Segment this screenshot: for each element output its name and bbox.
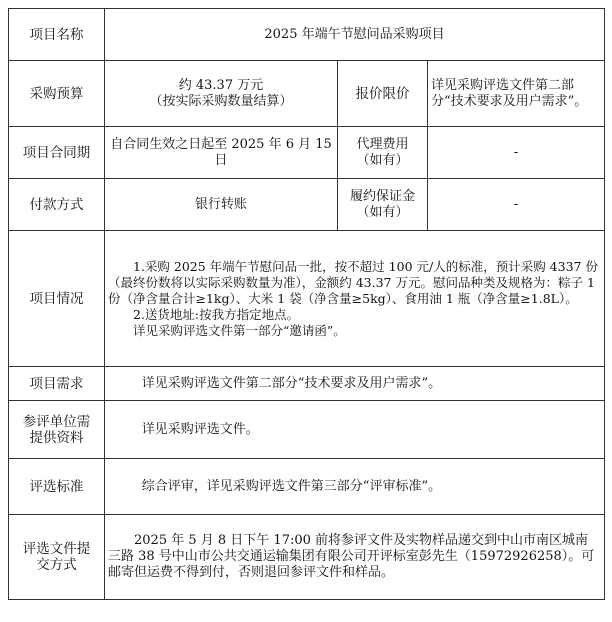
project-demand-label: 项目需求	[9, 367, 105, 401]
contract-period-value: 自合同生效之日起至 2025 年 6 月 15 日	[105, 127, 338, 179]
situation-paragraph-1: 1.采购 2025 年端午节慰问品一批，按不超过 100 元/人的标准，预计采购 4337 份（最终份数将以实际采购数量为准），金额约 43.37 万元。慰问品种类及规格为：粽子 1 份（净含量合计≥1kg）、大米 1 袋（净含量≥5kg）、食用油 1 瓶（净含量≥1.8L）。	[108, 258, 598, 306]
submission-value	[105, 515, 605, 600]
payment-value: 银行转账	[105, 179, 338, 231]
row-payment	[9, 179, 605, 231]
evaluation-criteria-value	[105, 459, 605, 515]
submission-label-line1: 评选文件提	[22, 541, 91, 557]
evaluation-criteria-label: 评选标准	[9, 459, 105, 515]
performance-bond-label-line2: （如有）	[356, 204, 409, 220]
project-demand-text: 详见采购评选文件第二部分“技术要求及用户需求”。	[141, 375, 442, 391]
agency-fee-label	[338, 127, 428, 179]
project-situation-value	[105, 231, 605, 367]
row-budget	[9, 61, 605, 127]
project-name-value: 2025 年端午节慰问品采购项目	[105, 9, 605, 61]
budget-amount: 约 43.37 万元	[178, 77, 264, 93]
procurement-info-table	[8, 8, 605, 600]
row-submission	[9, 515, 605, 600]
price-limit-label: 报价限价	[338, 61, 428, 127]
materials-text: 详见采购评选文件。	[141, 421, 259, 437]
situation-paragraph-3: 详见采购评选文件第一部分“邀请函”。	[133, 322, 346, 338]
performance-bond-value: -	[428, 179, 605, 231]
row-contract-period	[9, 127, 605, 179]
submission-label	[9, 515, 105, 600]
agency-fee-label-line2: （如有）	[356, 152, 409, 168]
price-limit-value: 详见采购评选文件第二部分“技术要求及用户需求”。	[428, 61, 605, 127]
project-demand-value	[105, 367, 605, 401]
payment-label: 付款方式	[9, 179, 105, 231]
agency-fee-label-line1: 代理费用	[356, 136, 409, 152]
row-evaluation-criteria	[9, 459, 605, 515]
row-materials	[9, 401, 605, 459]
contract-period-label: 项目合同期	[9, 127, 105, 179]
materials-label	[9, 401, 105, 459]
row-project-demand	[9, 367, 605, 401]
row-project-situation	[9, 231, 605, 367]
materials-label-line2: 提供资料	[29, 429, 84, 446]
performance-bond-label-line1: 履约保证金	[349, 188, 415, 204]
budget-note: （按实际采购数量结算）	[149, 93, 293, 109]
submission-text: 2025 年 5 月 8 日下午 17:00 前将参评文件及实物样品递交到中山市南区城南三路 38 号中山市公共交通运输集团有限公司开评标室彭先生（15972926258）。可邮寄但运费不得到付，否则退回参评文件和样品。	[108, 533, 595, 580]
project-situation-label: 项目情况	[9, 231, 105, 367]
situation-paragraph-2: 2.送货地址:按我方指定地点。	[133, 306, 300, 322]
materials-label-line1: 参评单位需	[22, 413, 91, 430]
submission-label-line2: 交方式	[36, 557, 77, 573]
row-project-name	[9, 9, 605, 61]
performance-bond-label	[338, 179, 428, 231]
budget-value	[105, 61, 338, 127]
project-name-label: 项目名称	[9, 9, 105, 61]
evaluation-criteria-text: 综合评审，详见采购评选文件第三部分“评审标准”。	[141, 478, 442, 494]
agency-fee-value: -	[428, 127, 605, 179]
materials-value	[105, 401, 605, 459]
budget-label: 采购预算	[9, 61, 105, 127]
